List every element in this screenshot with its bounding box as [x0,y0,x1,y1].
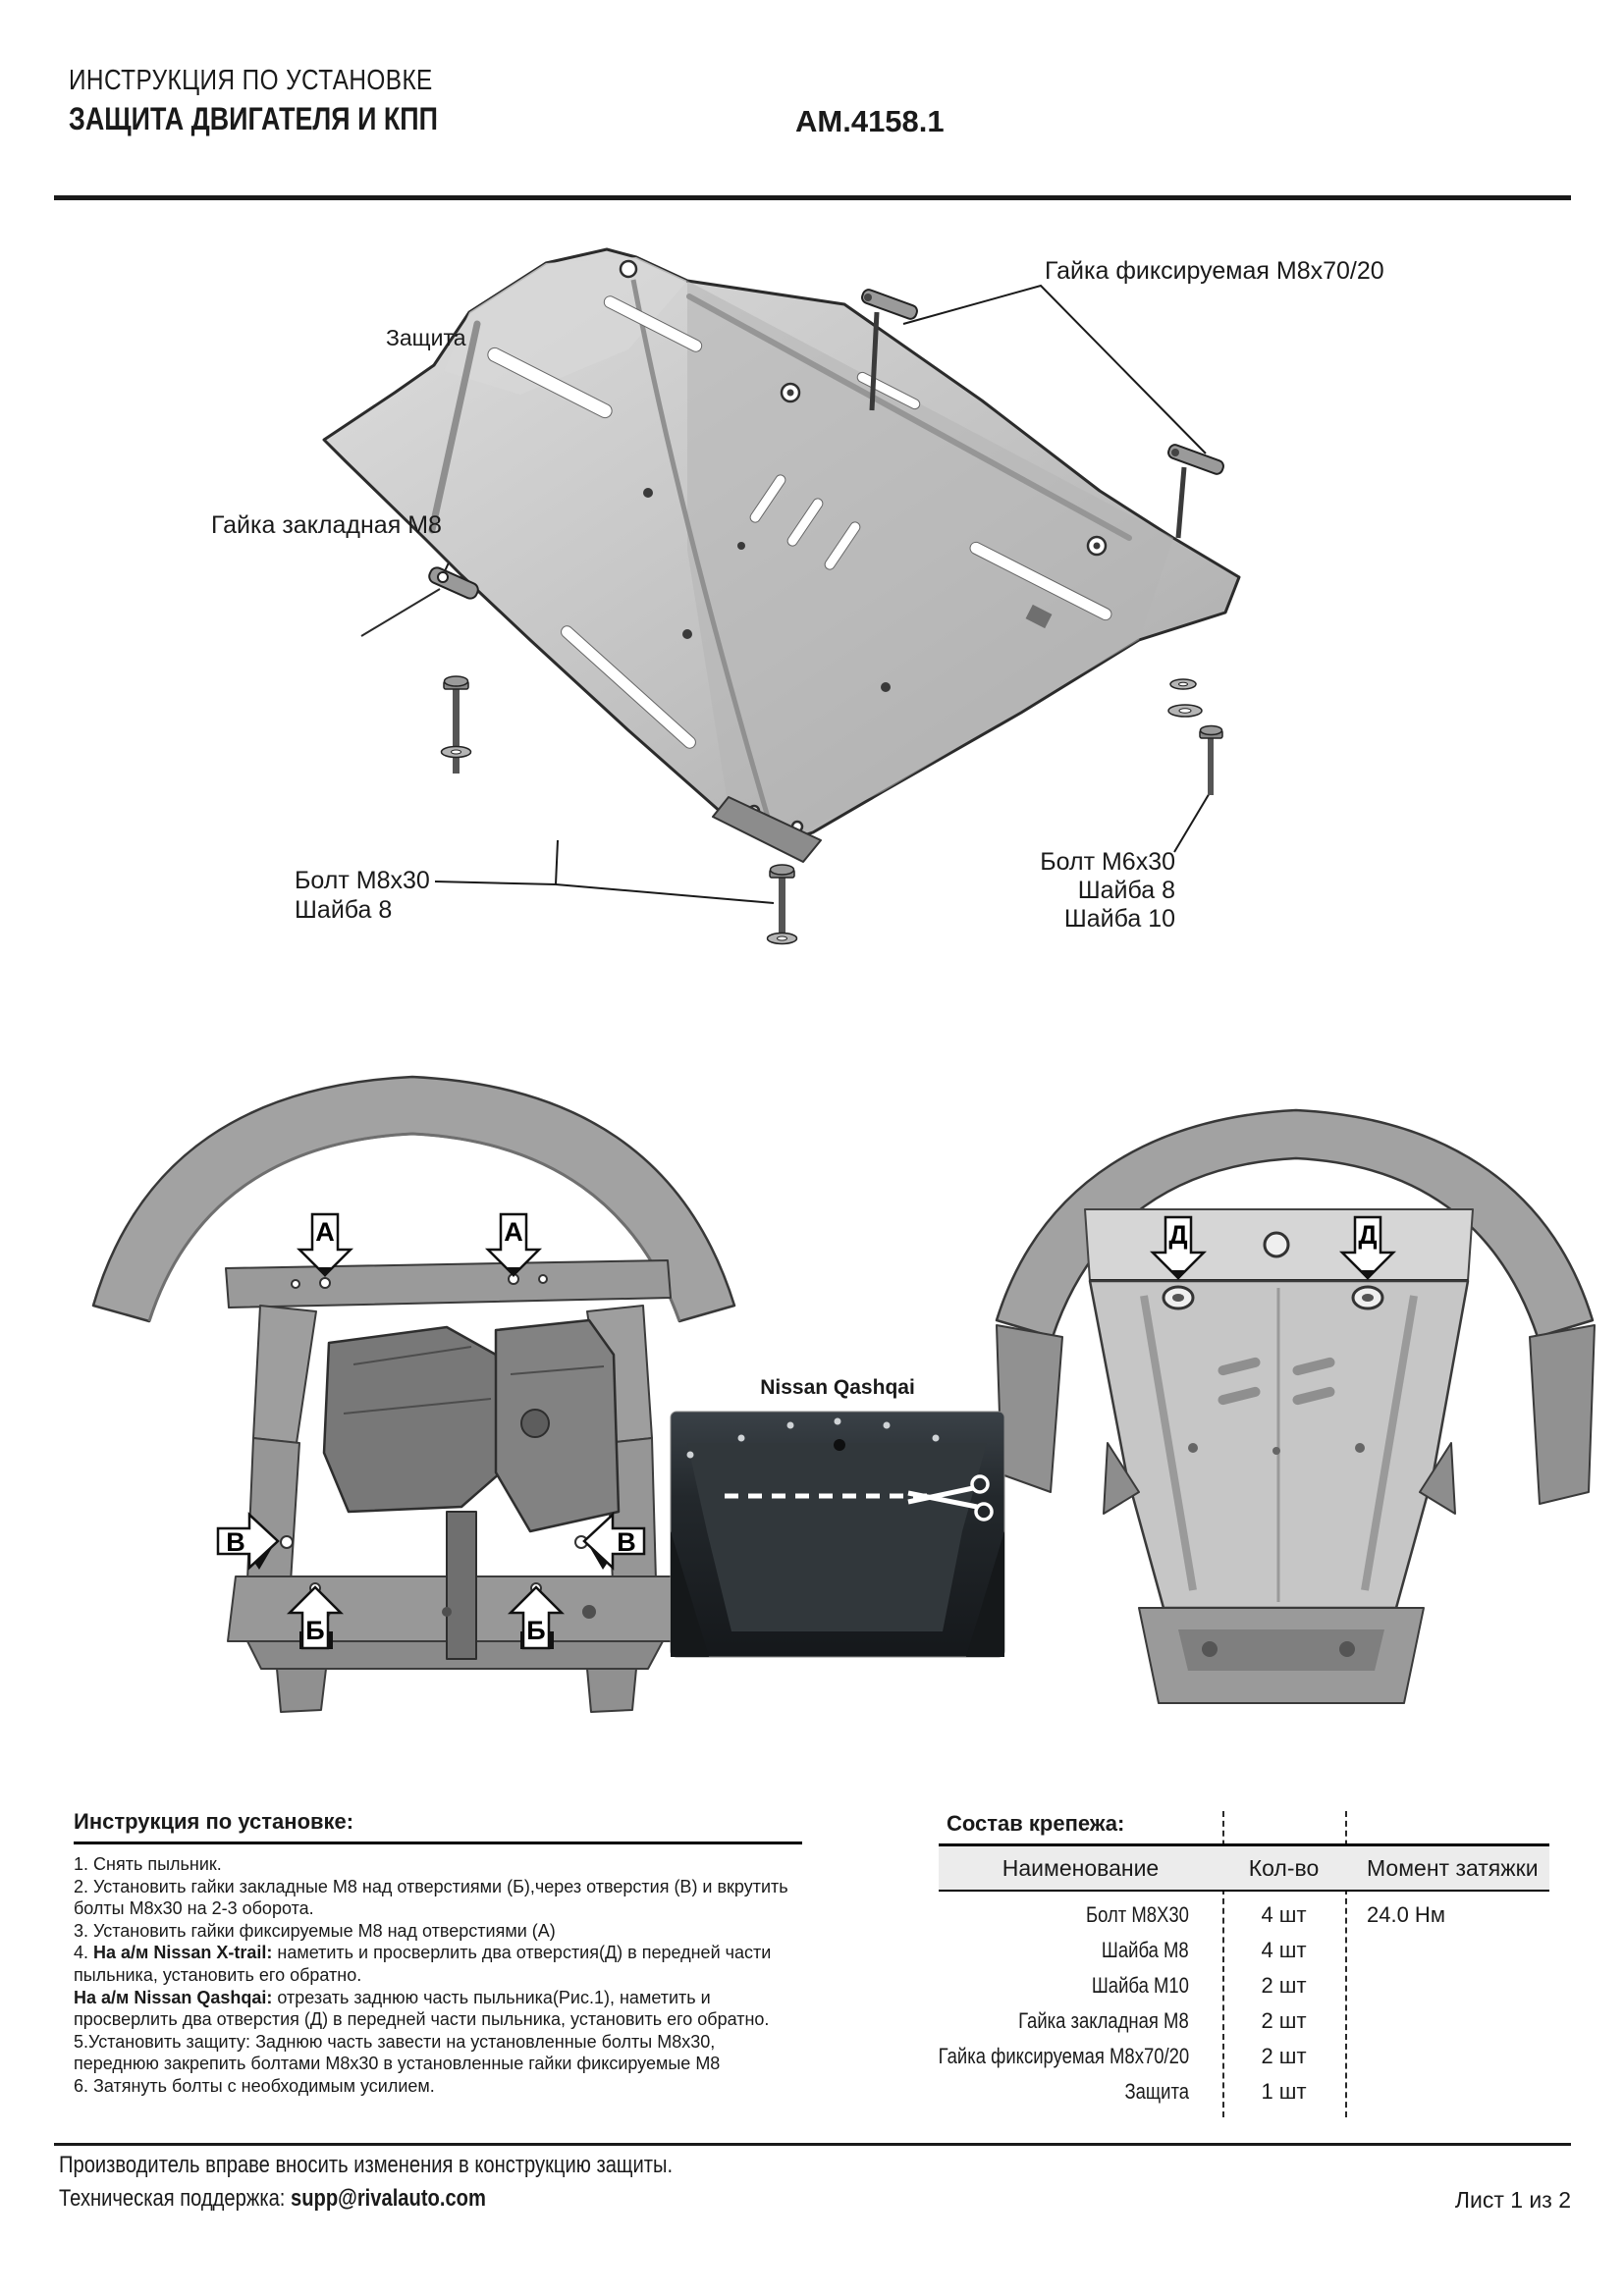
washer-10-icon [1168,705,1202,717]
footer-disclaimer [59,2152,789,2179]
instruction-step-1: 1. Снять пыльник. [74,1854,222,1874]
part-qty: 1 шт [1261,2079,1307,2104]
footer-support [59,2185,568,2213]
label-bolt-m8-line1: Болт М8х30 [295,867,430,894]
column-header-torque: Момент затяжки [1367,1854,1539,1881]
table-rows [939,1897,1624,2109]
footer-rule [54,2143,1571,2146]
footer-support-label: Техническая поддержка: [59,2185,286,2212]
table-row [939,1897,1624,1933]
label-bolt-m6-line2: Шайба 8 [1077,877,1175,904]
table-header-row [939,1846,1549,1892]
instructions-rule [74,1842,802,1844]
bolt-m8-icon [442,676,471,774]
table-row [939,2003,1624,2039]
callout-letter-d: Д [1168,1220,1188,1250]
instruction-step-qashqai: На а/м Nissan Qashqai: отрезать заднюю часть пыльника(Рис.1), наметить и просверлить два отверстия (Д) в передней части пыльника, установить его обратно. [74,1987,770,2030]
table-row [939,1968,1624,2003]
instruction-step-6: 6. Затянуть болты с необходимым усилием. [74,2075,435,2096]
bolt-m8-icon [768,865,797,944]
callout-letter-v: В [617,1527,636,1557]
table-row [939,1933,1624,1968]
doc-code: АМ.4158.1 [795,104,945,138]
part-torque [1345,2074,1624,2109]
instruction-step-5: 5.Установить защиту: Заднюю часть завести на установленные болты М8х30, переднюю закрепить болтами М8х30 в установленные гайки фиксируемые М8 [74,2031,721,2074]
part-name: Гайка фиксируемая М8х70/20 [938,2044,1189,2068]
doc-subtitle [69,65,502,97]
hardware-table [939,1811,1624,2117]
footer-disclaimer-text: Производитель вправе вносить изменения в конструкцию защиты. [59,2152,674,2178]
part-torque: 24.0 Нм [1367,1902,1445,1927]
doc-title [69,101,509,137]
instructions-title: Инструкция по установке: [74,1809,354,1834]
table-row [939,2074,1624,2109]
callout-letter-b: Б [305,1616,325,1645]
part-torque [1345,2003,1624,2039]
header-rule [54,195,1571,200]
label-fixing-nut: Гайка фиксируемая М8х70/20 [1045,257,1384,285]
part-qty: 2 шт [1261,2044,1307,2068]
part-name: Шайба М8 [1102,1938,1189,1962]
label-bolt-m8-line2: Шайба 8 [295,896,393,924]
part-name: Защита [1124,2079,1189,2104]
instruction-step-2: 2. Установить гайки закладные М8 над отверстиями (Б),через отверстия (В) и вкрутить болты М8х30 на 2-3 оборота. [74,1876,788,1919]
instructions-block [74,1809,802,2098]
callout-letter-d: Д [1358,1220,1378,1250]
diagram-subframe-left [93,1077,734,1712]
hardware-title: Состав крепежа: [947,1811,1125,1836]
sheet-number: Лист 1 из 2 [1454,2187,1571,2213]
callout-letter-b: Б [526,1616,546,1645]
label-bolt-m8 [295,866,430,925]
callout-letter-v: В [226,1527,245,1557]
fixing-nut-icon [1166,444,1224,538]
part-qty: 2 шт [1261,2008,1307,2033]
part-name: Шайба М10 [1091,1973,1189,1998]
label-embed-nut: Гайка закладная М8 [211,511,442,539]
part-name: Болт М8Х30 [1086,1902,1189,1927]
column-header-name: Наименование [1001,1854,1160,1881]
part-qty: 4 шт [1261,1902,1307,1927]
doc-title-text: ЗАЩИТА ДВИГАТЕЛЯ И КПП [69,101,438,136]
footer-support-line [59,2185,486,2213]
part-name: Гайка закладная М8 [1018,2008,1189,2033]
table-row [939,2039,1624,2074]
photo-caption: Nissan Qashqai [760,1376,915,1399]
doc-subtitle-text: ИНСТРУКЦИЯ ПО УСТАНОВКЕ [69,65,433,96]
diagram-plate-installed-right [997,1110,1595,1703]
label-bolt-m6 [1040,848,1175,934]
part-torque [1345,1933,1624,1968]
exploded-view-drawing [0,206,1624,962]
callout-letter-a: А [315,1217,335,1247]
instruction-step-3: 3. Установить гайки фиксируемые М8 над отверстиями (А) [74,1920,556,1941]
part-qty: 4 шт [1261,1938,1307,1962]
part-torque [1345,1968,1624,2003]
callout-letter-a: А [504,1217,523,1247]
instruction-step-4: 4. На а/м Nissan X-trail: наметить и просверлить два отверстия(Д) в передней части пыльника, установить его обратно. [74,1943,772,1985]
part-qty: 2 шт [1261,1973,1307,1998]
washer-8-icon [1170,679,1196,689]
bolt-m6-icon [1200,726,1222,796]
footer-support-email: supp@rivalauto.com [291,2185,486,2212]
part-torque [1345,2039,1624,2074]
label-bolt-m6-line1: Болт М6х30 [1040,848,1175,876]
label-bolt-m6-line3: Шайба 10 [1063,905,1175,933]
photo-nissan-qashqai [671,1412,1004,1657]
column-header-qty: Кол-во [1248,1854,1320,1881]
label-guard: Защита [386,325,466,350]
